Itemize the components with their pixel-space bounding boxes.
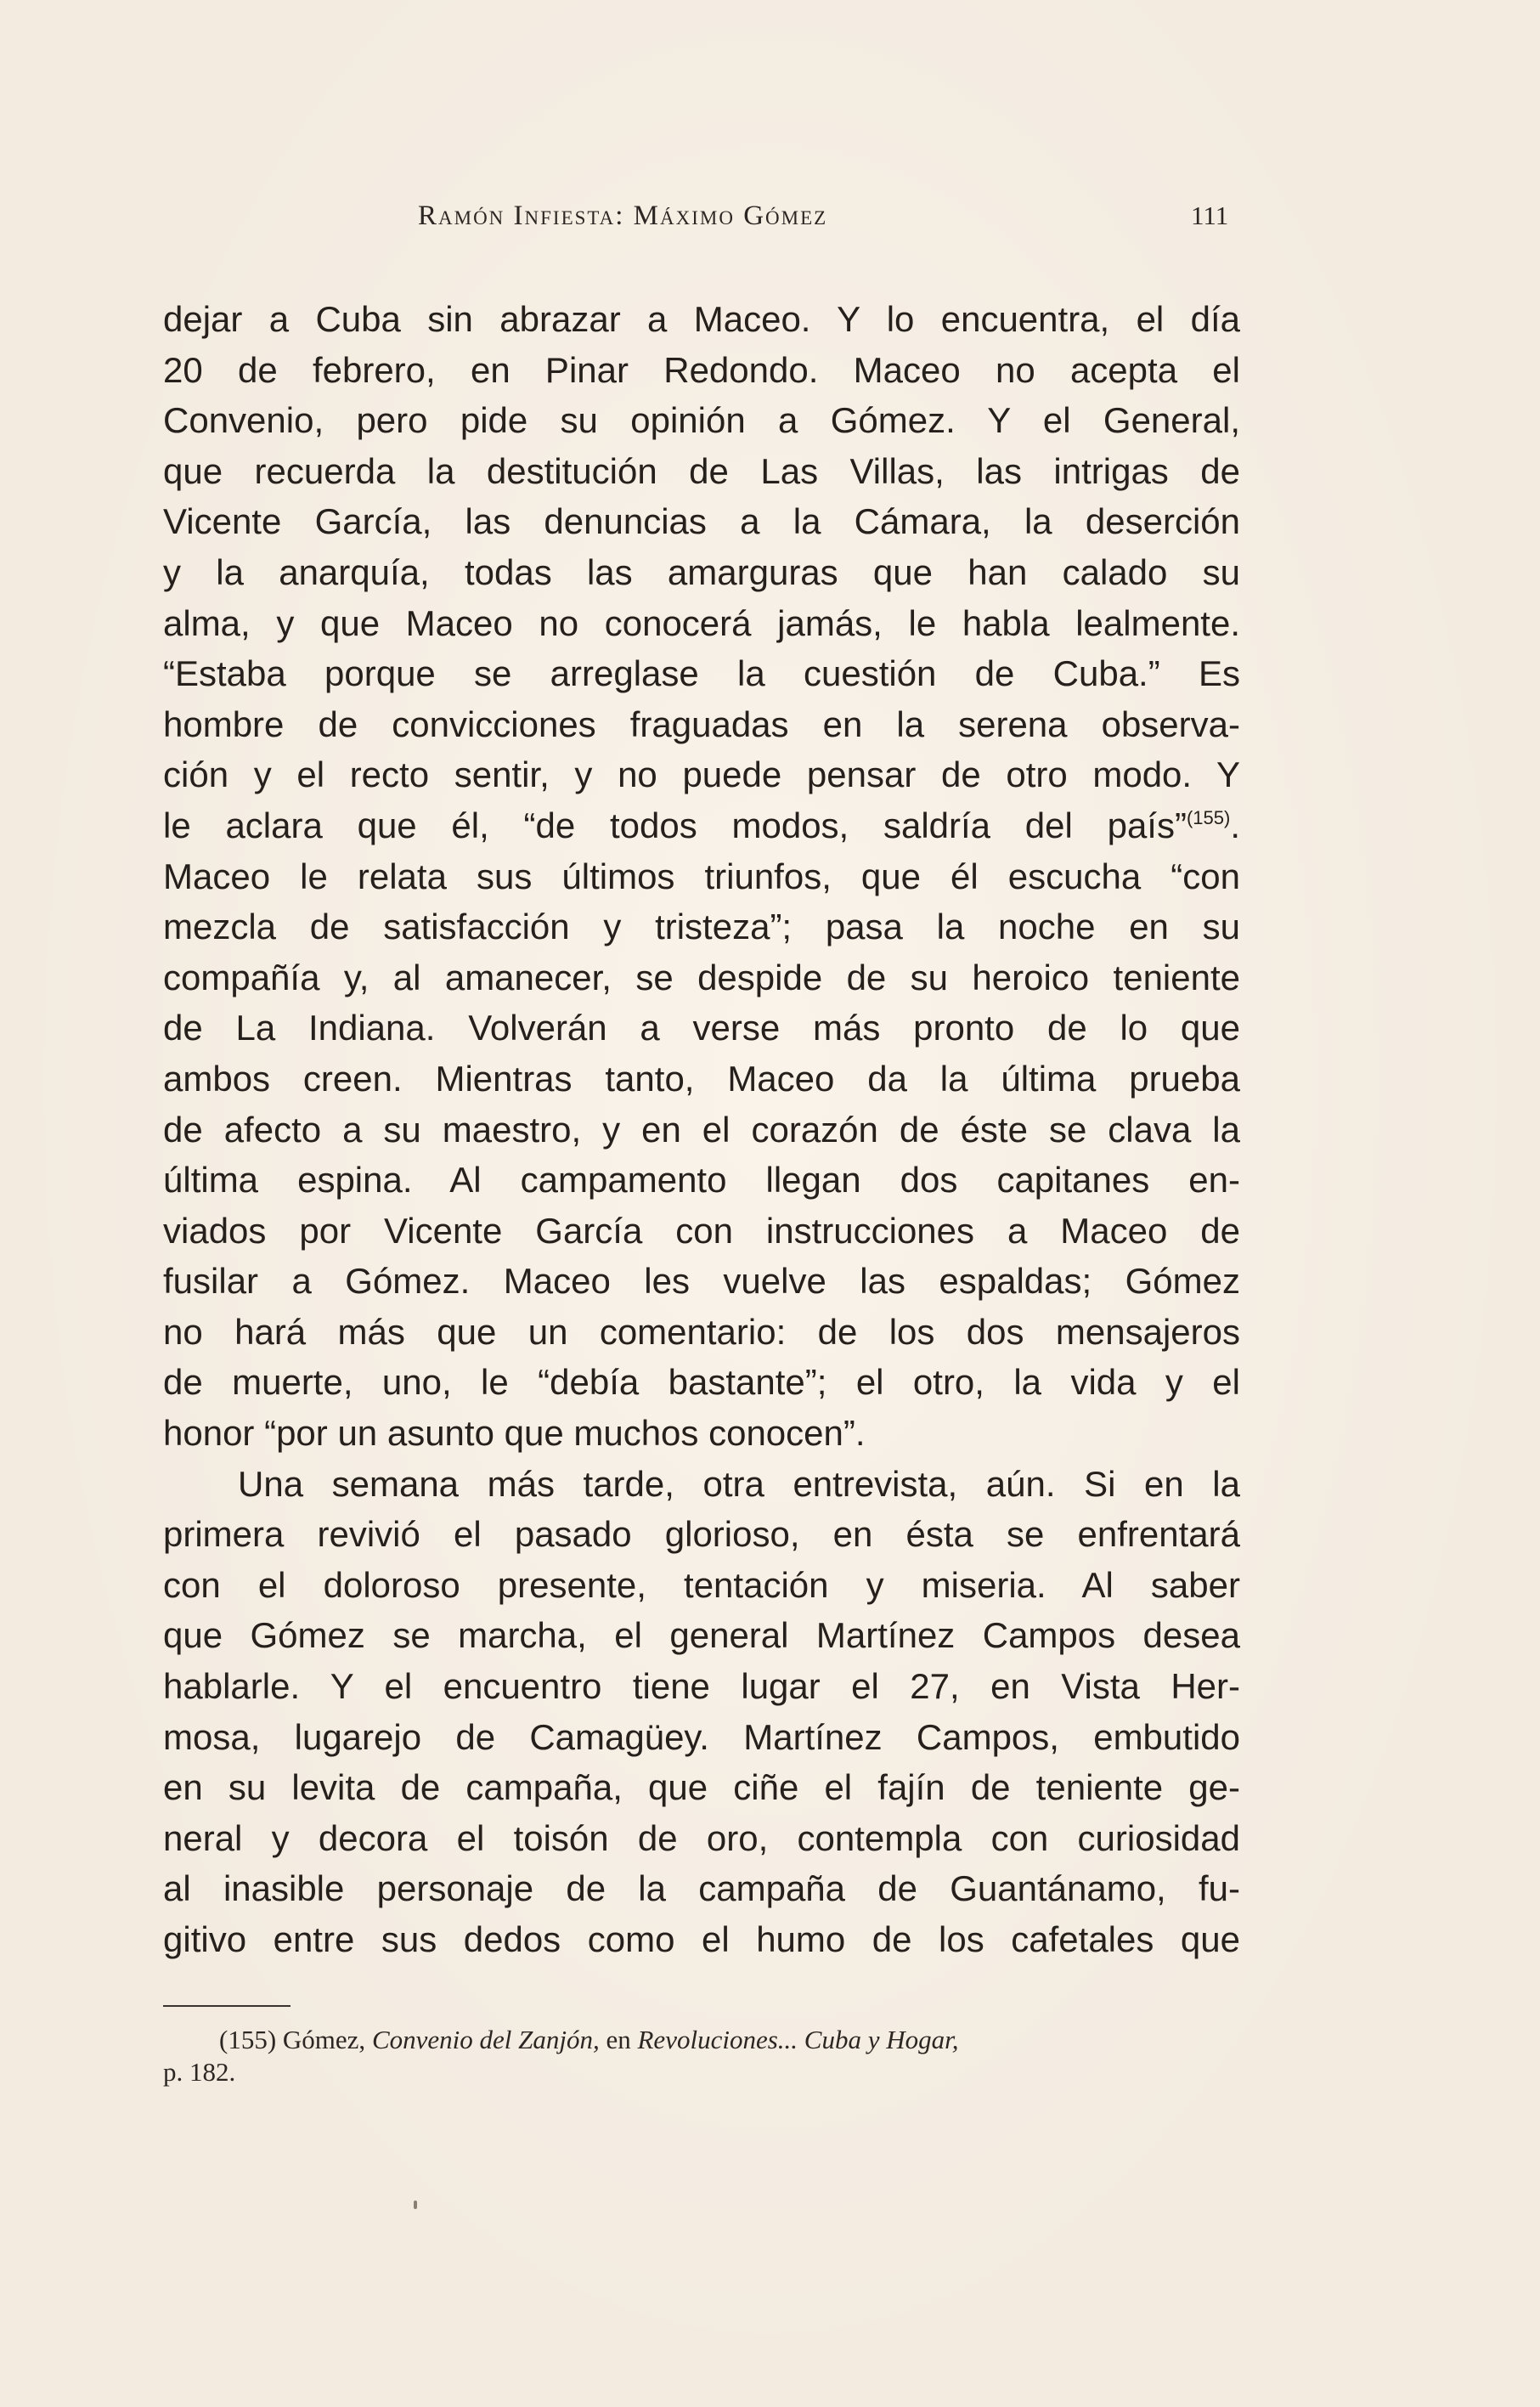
text-line: y la anarquía, todas las amarguras que han calado su xyxy=(163,551,1240,592)
text-line-with-footnote-ref xyxy=(163,800,1240,851)
text-line: alma, y que Maceo no conocerá jamás, le habla lealmente. xyxy=(163,602,1240,643)
text-line: ambos creen. Mientras tanto, Maceo da la última prueba xyxy=(163,1058,1240,1099)
text-line: de muerte, uno, le “debía bastante”; el otro, la vida y el xyxy=(163,1362,1240,1403)
text-line: Vicente García, las denuncias a la Cámara, la deserción xyxy=(163,501,1240,542)
text-line: mosa, lugarejo de Camagüey. Martínez Campos, embutido xyxy=(163,1716,1240,1757)
footnote-source: Revoluciones... Cuba y Hogar, xyxy=(637,2025,959,2054)
text-line: fusilar a Gómez. Maceo les vuelve las espaldas; Gómez xyxy=(163,1261,1240,1302)
text-line: gitivo entre sus dedos como el humo de los cafetales que xyxy=(163,1919,1240,1959)
text-line: mezcla de satisfacción y tristeza”; pasa la noche en su xyxy=(163,907,1240,947)
footnote-pages: p. 182. xyxy=(163,2057,236,2087)
text-line: ción y el recto sentir, y no puede pensar de otro modo. Y xyxy=(163,754,1240,795)
text-segment: . xyxy=(1230,805,1240,845)
text-line: hombre de convicciones fraguadas en la serena observa- xyxy=(163,703,1240,744)
footnote-connector: en xyxy=(606,2025,631,2054)
text-line: primera revivió el pasado glorioso, en ésta se enfrentará xyxy=(163,1514,1240,1555)
text-line: no hará más que un comentario: de los dos mensajeros xyxy=(163,1311,1240,1352)
text-line: “Estaba porque se arreglase la cuestión de Cuba.” Es xyxy=(163,653,1240,694)
text-line: que recuerda la destitución de Las Villas, las intrigas de xyxy=(163,450,1240,491)
text-line: viados por Vicente García con instrucciones a Maceo de xyxy=(163,1210,1240,1251)
text-line: al inasible personaje de la campaña de Guantánamo, fu- xyxy=(163,1868,1240,1909)
text-line: que Gómez se marcha, el general Martínez Campos desea xyxy=(163,1615,1240,1656)
text-line: última espina. Al campamento llegan dos capitanes en- xyxy=(163,1160,1240,1201)
footnote-divider xyxy=(163,2005,291,2007)
text-line: hablarle. Y el encuentro tiene lugar el 27, en Vista Her- xyxy=(163,1666,1240,1707)
text-line: Convenio, pero pide su opinión a Gómez. Y el General, xyxy=(163,400,1240,441)
paper-speck xyxy=(414,2201,417,2209)
text-line: honor “por un asunto que muchos conocen”. xyxy=(163,1413,866,1454)
text-line: dejar a Cuba sin abrazar a Maceo. Y lo encuentra, el día xyxy=(163,299,1240,339)
footnote xyxy=(163,2024,1240,2088)
footnote-number: (155) xyxy=(219,2025,277,2054)
text-line: Una semana más tarde, otra entrevista, aún. Si en la xyxy=(238,1463,1240,1504)
text-segment: le aclara que él, “de todos modos, saldría del país” xyxy=(163,805,1187,845)
text-line: de afecto a su maestro, y en el corazón de éste se clava la xyxy=(163,1109,1240,1150)
text-line: compañía y, al amanecer, se despide de su heroico teniente xyxy=(163,957,1240,997)
text-line: de La Indiana. Volverán a verse más pronto de lo que xyxy=(163,1008,1240,1048)
footnote-author: Gómez, xyxy=(282,2025,366,2054)
footnote-line xyxy=(163,2024,1240,2056)
running-head: Ramón Infiesta: Máximo Gómez xyxy=(418,201,828,231)
text-line: 20 de febrero, en Pinar Redondo. Maceo no acepta el xyxy=(163,349,1240,390)
text-line: Maceo le relata sus últimos triunfos, que él escucha “con xyxy=(163,856,1240,896)
text-line: con el doloroso presente, tentación y miseria. Al saber xyxy=(163,1564,1240,1605)
footnote-reference: (155) xyxy=(1186,806,1231,828)
body-text xyxy=(163,294,1240,1965)
page-number: 111 xyxy=(1191,201,1229,230)
footnote-title: Convenio del Zanjón, xyxy=(371,2025,600,2054)
text-line: neral y decora el toisón de oro, contempla con curiosidad xyxy=(163,1817,1240,1858)
text-line: en su levita de campaña, que ciñe el fajín de teniente ge- xyxy=(163,1767,1240,1808)
